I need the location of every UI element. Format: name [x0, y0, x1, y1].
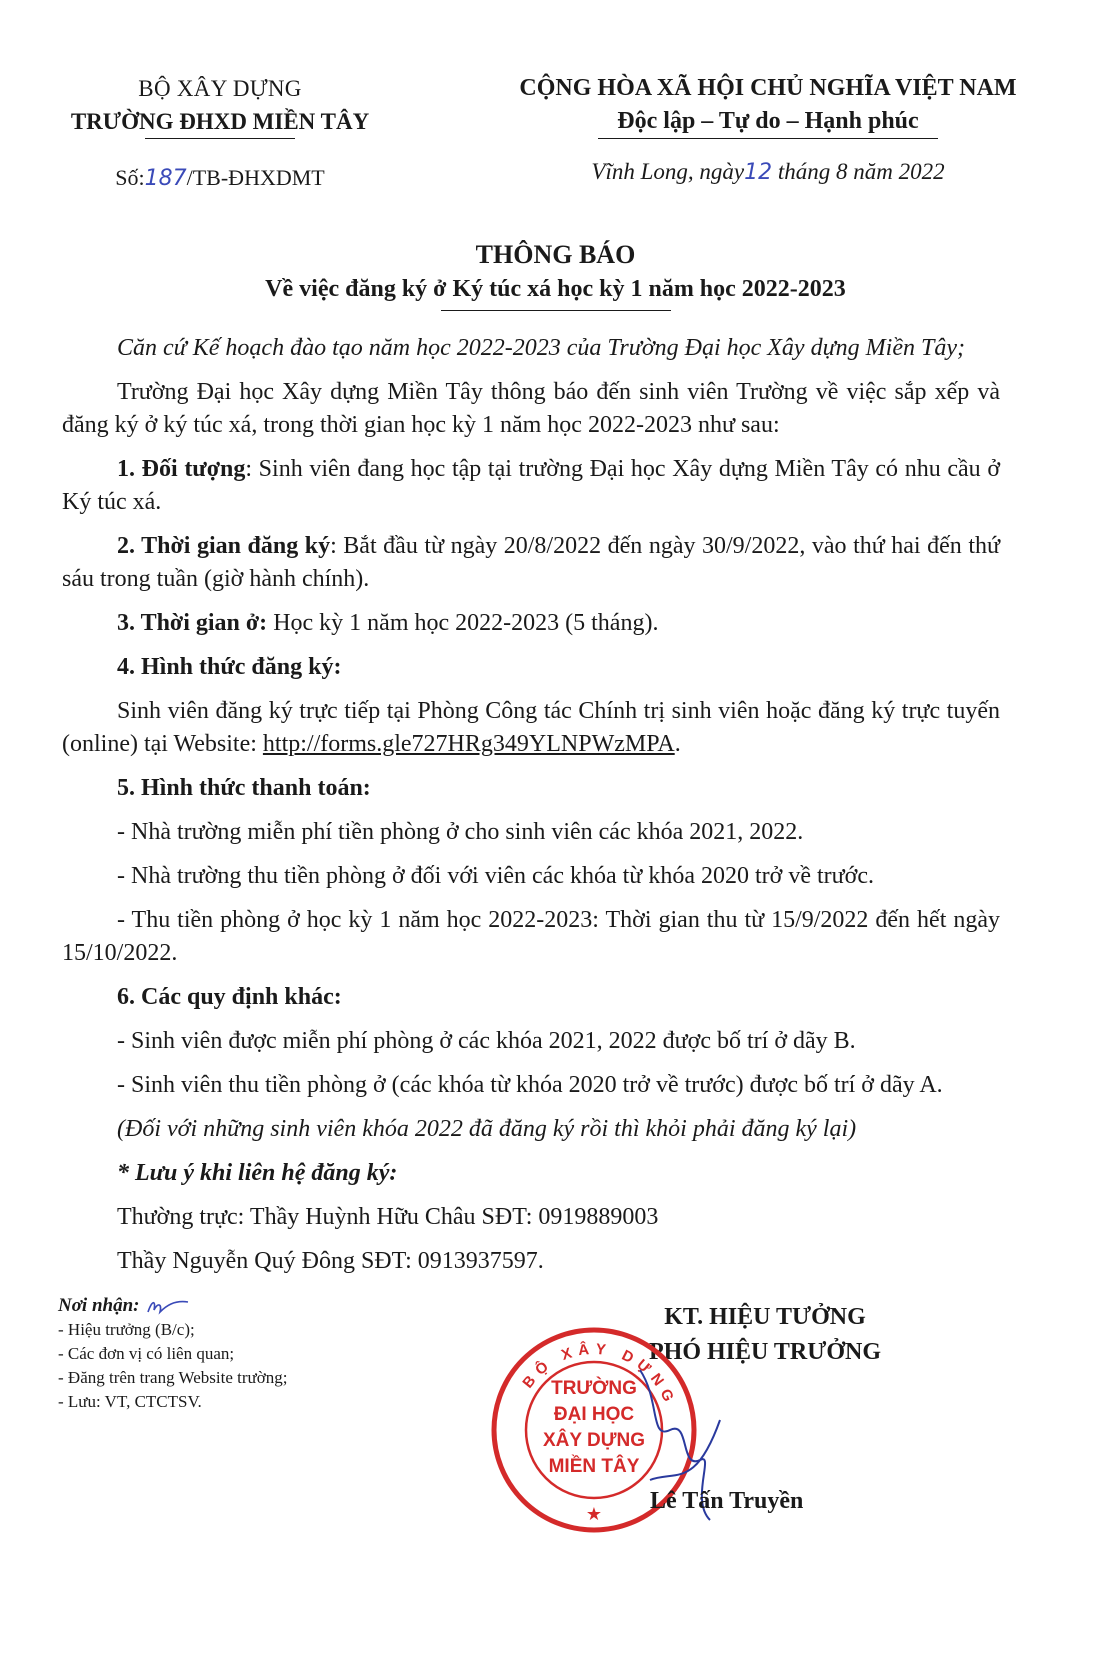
stamp-star-icon: ★: [585, 1504, 603, 1525]
stamp-line-4: MIỀN TÂY: [548, 1456, 640, 1477]
doc-no-prefix: Số:: [115, 165, 145, 190]
section-4-desc: Sinh viên đăng ký trực tiếp tại Phòng Công tác Chính trị sinh viên hoặc đăng ký trực tuyến (online) tại Website:: [62, 698, 1000, 757]
intro-paragraph: Trường Đại học Xây dựng Miền Tây thông báo đến sinh viên Trường về việc sắp xếp và đăng ký ở ký túc xá, trong thời gian học kỳ 1 năm học 2022-2023 như sau:: [62, 379, 1000, 438]
note-paragraph: (Đối với những sinh viên khóa 2022 đã đăng ký rồi thì khỏi phải đăng ký lại): [117, 1116, 857, 1142]
section-4-end: .: [674, 731, 681, 757]
motto-underline: [598, 138, 938, 139]
title-sub: Về việc đăng ký ở Ký túc xá học kỳ 1 năm học 2022-2023: [265, 276, 846, 302]
recipient-item: - Các đơn vị có liên quan;: [58, 1344, 235, 1364]
section-4-label: 4. Hình thức đăng ký:: [117, 654, 342, 680]
contact-line: Thường trực: Thầy Huỳnh Hữu Châu SĐT: 0919889003: [117, 1204, 659, 1230]
section-5-label: 5. Hình thức thanh toán:: [117, 775, 371, 801]
notice-body: [62, 332, 1000, 1289]
section-5-item: - Nhà trường miễn phí tiền phòng ở cho sinh viên các khóa 2021, 2022.: [117, 819, 804, 845]
section-2: [62, 530, 1000, 596]
recipients-block: [58, 1294, 478, 1414]
date-line: [448, 159, 1088, 185]
title-underline: [441, 310, 671, 311]
doc-no-handwritten: 187: [144, 166, 187, 191]
section-5-item: - Nhà trường thu tiền phòng ở đối với viên các khóa từ khóa 2020 trở về trước.: [117, 863, 874, 889]
recipients-title: Nơi nhận:: [58, 1295, 140, 1316]
date-prefix: Vĩnh Long, ngày: [591, 159, 745, 184]
section-1-label: 1. Đối tượng: [117, 456, 246, 482]
section-5-item: - Thu tiền phòng ở học kỳ 1 năm học 2022-2023: Thời gian thu từ 15/9/2022 đến hết ngày 15/10/2022.: [62, 907, 1000, 966]
section-3-label: 3. Thời gian ở:: [117, 610, 268, 636]
initials-scribble-icon: [144, 1296, 194, 1318]
stamp-ring-text: BỘ XÂY DỰNG: [519, 1340, 680, 1410]
recipient-item: - Hiệu trưởng (B/c);: [58, 1320, 195, 1340]
signature-line-2: PHÓ HIỆU TRƯỞNG: [648, 1339, 882, 1365]
section-6-item: - Sinh viên thu tiền phòng ở (các khóa từ khóa 2020 trở về trước) được bố trí ở dãy A.: [117, 1072, 943, 1098]
date-day-handwritten: 12: [744, 160, 773, 185]
title-main: THÔNG BÁO: [475, 240, 636, 269]
ministry-name: BỘ XÂY DỰNG: [138, 76, 302, 101]
national-header: [448, 72, 1088, 185]
section-4-text: [62, 695, 1000, 761]
issuer-header: [30, 72, 410, 191]
recipient-item: - Đăng trên trang Website trường;: [58, 1368, 288, 1388]
document-number: [30, 165, 410, 191]
stamp-line-2: ĐẠI HỌC: [553, 1404, 635, 1425]
basis-paragraph: Căn cứ Kế hoạch đào tạo năm học 2022-2023 của Trường Đại học Xây dựng Miền Tây;: [117, 335, 965, 361]
section-6-label: 6. Các quy định khác:: [117, 984, 342, 1010]
contact-line: Thầy Nguyễn Quý Đông SĐT: 0913937597.: [117, 1248, 544, 1274]
doc-no-suffix: /TB-ĐHXDMT: [186, 165, 325, 190]
recipient-item: - Lưu: VT, CTCTSV.: [58, 1392, 202, 1412]
nation-name: CỘNG HÒA XÃ HỘI CHỦ NGHĨA VIỆT NAM: [519, 75, 1017, 101]
stamp-line-1: TRƯỜNG: [551, 1378, 637, 1399]
date-suffix: tháng 8 năm 2022: [772, 159, 945, 184]
signer-name: Lê Tấn Truyền: [650, 1488, 804, 1514]
section-3-text: Học kỳ 1 năm học 2022-2023 (5 tháng).: [267, 610, 659, 636]
contact-label: * Lưu ý khi liên hệ đăng ký:: [117, 1160, 398, 1186]
school-name: TRƯỜNG ĐHXD MIỀN TÂY: [70, 109, 370, 134]
notice-title: [0, 238, 1111, 311]
registration-form-link[interactable]: http://forms.gle727HRg349YLNPWzMPA: [262, 731, 675, 757]
section-2-text: : Bắt đầu từ ngày 20/8/2022 đến ngày 30/9/2022, vào thứ hai đến thứ sáu trong tuần (giờ hành chính).: [62, 533, 1001, 592]
stamp-line-3: XÂY DỰNG: [543, 1430, 645, 1451]
issuer-underline: [145, 138, 295, 139]
section-1: [62, 453, 1000, 519]
section-3: [62, 607, 1000, 640]
national-motto: Độc lập – Tự do – Hạnh phúc: [617, 108, 919, 134]
section-2-label: 2. Thời gian đăng ký: [117, 533, 331, 559]
signature-line-1: KT. HIỆU TƯỞNG: [664, 1304, 866, 1330]
section-6-item: - Sinh viên được miễn phí phòng ở các khóa 2021, 2022 được bố trí ở dãy B.: [117, 1028, 856, 1054]
section-1-text: : Sinh viên đang học tập tại trường Đại học Xây dựng Miền Tây có nhu cầu ở Ký túc xá.: [62, 456, 1001, 515]
